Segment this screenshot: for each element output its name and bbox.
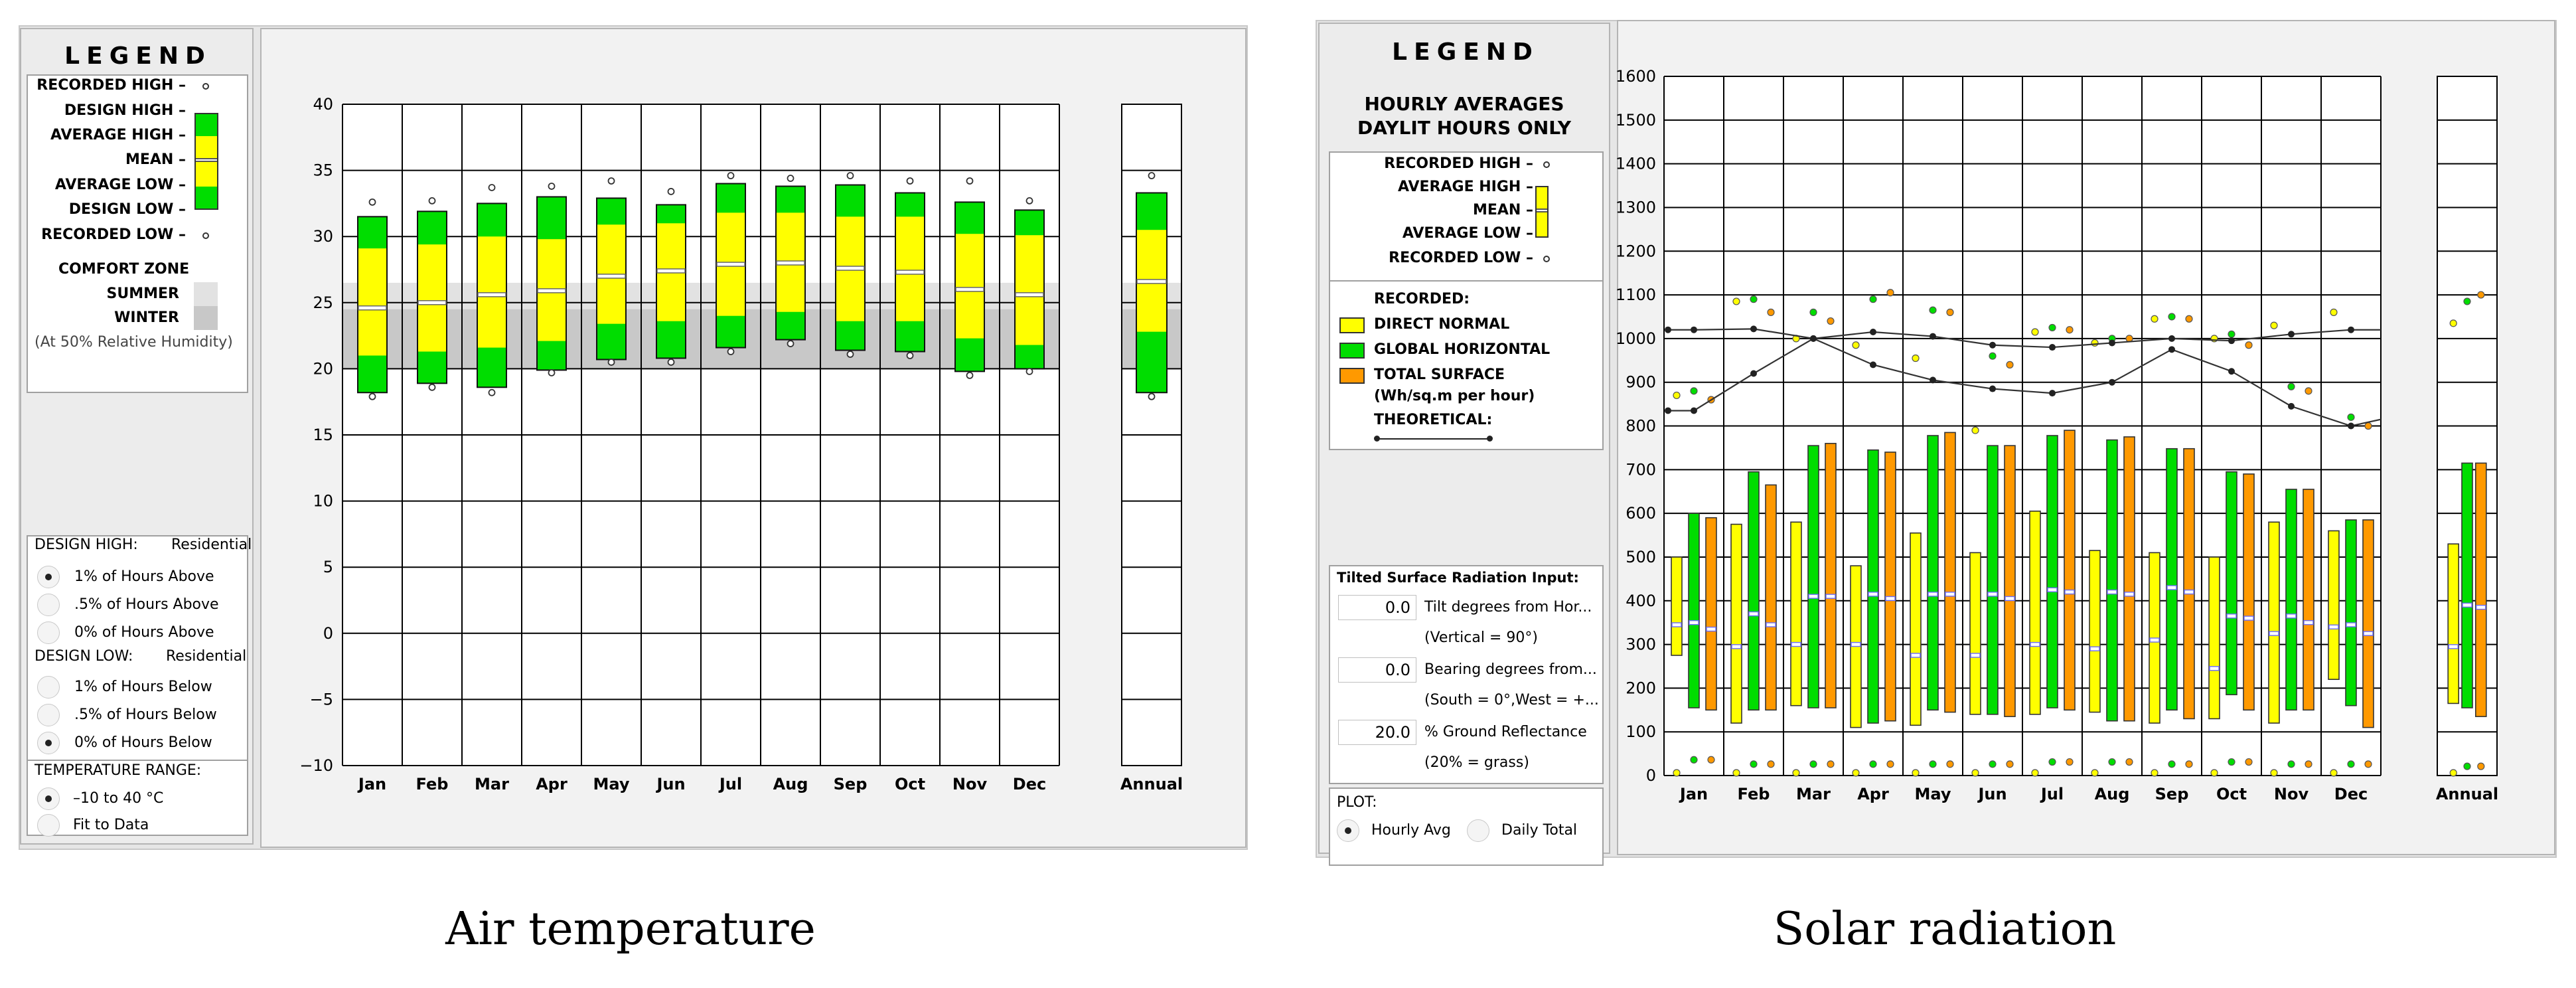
solar-recorded-low-point [2186,761,2192,768]
design-high-option-label: 0% of Hours Above [74,624,214,641]
solar-mean-marker [1945,592,1955,596]
solar-recorded-low-point [2305,761,2312,768]
solar-mean-marker [1851,643,1860,647]
solar-recorded-low-point [2109,759,2115,766]
temperature-range-option-label: Fit to Data [73,817,149,833]
design-low-option-label: .5% of Hours Below [74,706,217,723]
solar-x-tick-label: Dec [2334,785,2368,803]
solar-y-tick-label: 200 [1626,679,1656,698]
tilt-title: Tilted Surface Radiation Input: [1337,570,1579,586]
temperature-x-tick-label: Apr [536,775,568,793]
solar-y-tick-label: 600 [1626,504,1656,523]
reflect-note: (20% = grass) [1424,754,1529,771]
solar-subtitle-1: HOURLY AVERAGES [1364,93,1564,115]
solar-range-bar [2124,437,2135,721]
design-low-option-label: 0% of Hours Below [74,734,212,751]
solar-range-bar [2030,511,2040,714]
solar-mean-marker [2090,647,2099,651]
solar-recorded-high-point [2049,324,2056,331]
solar-range-bar [2328,531,2339,679]
temperature-x-tick-label: Feb [416,775,449,793]
solar-recorded-high-point [2245,342,2252,349]
solar-x-tick-label: Oct [2216,785,2247,803]
solar-x-tick-label: Feb [1737,785,1770,803]
solar-recorded-high-point [1691,388,1697,394]
caption-solar-radiation: Solar radiation [1773,903,2117,955]
solar-mean-marker [1911,653,1920,657]
solar-recorded-low-point [2007,761,2013,768]
solar-mean-marker [2210,667,2219,671]
solar-recorded-high-point [1673,392,1680,398]
theoretical-point [1750,325,1757,332]
temperature-x-tick-label: Jun [656,775,686,793]
solar-recorded-low-point [1810,761,1817,768]
solar-mean-marker [2150,638,2159,642]
solar-recorded-high-point [2365,423,2372,430]
plot-option-label: Daily Total [1501,822,1578,839]
theoretical-label: THEORETICAL: [1374,412,1493,428]
solar-mean-marker [1826,594,1835,598]
reflect-value-input[interactable]: 20.0 [1338,720,1416,745]
solar-recorded-high-point [2348,414,2354,420]
solar-recorded-high-point [2032,329,2038,335]
solar-recorded-high-point [2478,291,2484,298]
solar-mean-marker [2167,586,2176,590]
design-low-option-label: 1% of Hours Below [74,679,212,695]
solar-recorded-high-point [2066,327,2073,333]
solar-range-bar [1748,472,1759,710]
solar-legend-title: LEGEND [1392,39,1539,66]
temperature-x-tick-label: Dec [1012,775,1047,793]
reflect-label: % Ground Reflectance [1424,724,1587,740]
solar-recorded-low-point [1793,770,1799,776]
summer-label: SUMMER [106,286,179,302]
series-label: DIRECT NORMAL [1374,316,1510,333]
solar-recorded-high-point [2151,315,2158,322]
temperature-legend-title: LEGEND [64,42,212,70]
temperature-x-tick-label: Sep [833,775,868,793]
solar-recorded-low-point [2478,763,2484,770]
theoretical-point [1870,361,1876,368]
temperature-y-tick-label: 10 [313,491,333,511]
solar-mean-marker [2304,621,2313,625]
solar-mean-marker [1732,645,1741,649]
solar-y-tick-label: 100 [1626,722,1656,742]
solar-y-tick-label: 1500 [1615,110,1656,129]
solar-recorded-high-point [1733,298,1740,305]
tilt-note: (Vertical = 90°) [1424,629,1538,646]
tilt-value-input[interactable]: 0.0 [1338,595,1416,620]
temperature-legend-item: AVERAGE LOW – [54,177,186,193]
solar-mean-marker [1672,623,1681,627]
solar-range-bar [2107,440,2117,721]
solar-mean-marker [1689,621,1699,625]
solar-x-tick-label: Jul [2040,785,2064,803]
solar-x-tick-label: Apr [1857,785,1889,803]
solar-mean-marker [1988,592,1997,596]
theoretical-point [1989,386,1996,392]
solar-recorded-high-point [2450,320,2457,327]
solar-recorded-low-point [1673,770,1680,776]
solar-recorded-high-point [2271,322,2277,329]
solar-range-bar [1970,552,1981,714]
solar-recorded-low-point [2228,759,2235,766]
solar-annual-label: Annual [2435,785,2499,803]
temperature-y-tick-label: 35 [313,161,333,180]
solar-recorded-high-point [2007,361,2013,368]
solar-range-bar [2005,446,2015,716]
temperature-range-label: TEMPERATURE RANGE: [35,762,202,779]
solar-recorded-high-point [1887,289,1894,296]
solar-range-bar [2269,522,2279,723]
theoretical-point [2049,390,2056,396]
solar-range-bar [2462,463,2472,708]
solar-recorded-high-point [1870,296,1876,303]
theoretical-point [1665,407,1671,414]
solar-mean-marker [1868,592,1878,596]
solar-recorded-high-point [1853,342,1859,349]
solar-recorded-low-point [1691,756,1697,763]
units-label: (Wh/sq.m per hour) [1374,388,1535,404]
series-label: TOTAL SURFACE [1374,367,1505,383]
solar-recorded-low-point [2211,770,2218,776]
solar-x-tick-label: Mar [1796,785,1831,803]
solar-legend-item: RECORDED LOW – [1389,250,1533,266]
temperature-y-tick-label: 25 [313,293,333,312]
solar-range-bar [1885,452,1896,721]
solar-recorded-low-point [1853,770,1859,776]
solar-mean-marker [2030,643,2040,647]
solar-recorded-low-point [1768,761,1774,768]
design-high-label: DESIGN HIGH: [35,536,138,553]
temperature-legend-item: AVERAGE HIGH – [50,127,186,143]
theoretical-point [2109,339,2115,346]
solar-recorded-low-point [1733,770,1740,776]
solar-recorded-high-point [2464,298,2470,305]
solar-recorded-low-point [1947,761,1953,768]
temperature-y-tick-label: 5 [323,558,333,577]
temperature-y-tick-label: 30 [313,227,333,246]
solar-recorded-low-point [2271,770,2277,776]
solar-recorded-low-point [2066,759,2073,766]
solar-legend-item: RECORDED HIGH – [1384,155,1533,172]
solar-recorded-high-point [1947,309,1953,315]
solar-y-tick-label: 1400 [1615,154,1656,173]
solar-recorded-low-point [2168,761,2175,768]
solar-recorded-low-point [2348,761,2354,768]
design-high-option-label: 1% of Hours Above [74,568,214,585]
temperature-legend-item: RECORDED HIGH – [37,77,186,94]
solar-mean-marker [2476,606,2486,610]
solar-range-bar [1731,525,1742,723]
solar-recorded-low-point [1912,770,1919,776]
theoretical-point [1989,342,1996,349]
solar-y-tick-label: 0 [1645,766,1656,785]
theoretical-point [1930,376,1936,383]
solar-x-tick-label: May [1914,785,1951,803]
solar-recorded-high-point [1930,307,1936,313]
plot-option-label: Hourly Avg [1371,822,1451,839]
solar-mean-marker [1809,594,1818,598]
solar-mean-marker [2462,603,2472,607]
solar-range-bar [2363,520,2374,728]
temperature-x-tick-label: Jul [719,775,743,793]
temperature-x-tick-label: Oct [894,775,926,793]
theoretical-point [2168,346,2175,353]
solar-legend-item: AVERAGE LOW – [1402,225,1533,242]
temperature-x-tick-label: Annual [1120,775,1183,793]
solar-recorded-low-point [1989,761,1996,768]
solar-legend-item: MEAN – [1472,202,1533,218]
theoretical-point [1870,329,1876,335]
solar-recorded-low-point [1750,761,1757,768]
solar-recorded-low-point [2450,770,2457,776]
solar-range-bar [1808,446,1819,708]
solar-mean-marker [2065,590,2074,594]
theoretical-point [2168,335,2175,342]
temperature-x-tick-label: Jan [358,775,387,793]
solar-y-tick-label: 1100 [1615,286,1656,305]
solar-y-tick-label: 500 [1626,547,1656,566]
solar-y-tick-label: 1300 [1615,198,1656,217]
solar-recorded-high-point [2228,331,2235,337]
solar-recorded-low-point [2151,770,2158,776]
theoretical-point [2288,331,2295,337]
theoretical-point [1750,370,1757,377]
solar-mean-marker [2125,592,2134,596]
temperature-y-tick-label: −5 [309,690,333,709]
temperature-y-tick-label: −10 [299,756,333,775]
theoretical-point [1665,327,1671,333]
solar-recorded-high-point [1750,296,1757,303]
solar-mean-marker [2184,590,2194,594]
solar-x-tick-label: Aug [2094,785,2130,803]
design-low-value: Residential [166,648,247,665]
solar-range-bar [1910,533,1921,726]
solar-y-tick-label: 700 [1626,460,1656,479]
theoretical-point [1691,327,1697,333]
solar-recorded-high-point [1810,309,1817,315]
solar-range-bar [2209,557,2220,719]
recorded-label: RECORDED: [1374,291,1470,307]
solar-recorded-high-point [2091,339,2098,346]
solar-mean-marker [1706,627,1716,631]
solar-mean-marker [1791,643,1801,647]
temperature-range-option-label: –10 to 40 °C [73,790,164,807]
solar-recorded-low-point [2365,761,2372,768]
solar-recorded-low-point [2464,763,2470,770]
humidity-note: (At 50% Relative Humidity) [35,334,233,351]
bearing-value-input[interactable]: 0.0 [1338,657,1416,683]
solar-recorded-high-point [1827,318,1834,325]
temperature-legend-item: DESIGN LOW – [68,201,186,218]
solar-mean-marker [1971,653,1980,657]
solar-recorded-low-point [2288,761,2295,768]
solar-mean-marker [2244,616,2253,620]
solar-range-bar [1825,444,1836,708]
solar-mean-marker [2346,623,2356,627]
solar-recorded-high-point [2305,388,2312,394]
solar-recorded-high-point [2186,315,2192,322]
solar-recorded-high-point [2168,313,2175,320]
theoretical-point [2228,368,2235,374]
temperature-y-tick-label: 20 [313,359,333,378]
solar-x-tick-label: Jun [1978,785,2007,803]
comfort-zone-label: COMFORT ZONE [58,261,190,278]
solar-y-tick-label: 1200 [1615,242,1656,261]
solar-mean-marker [2364,631,2373,635]
solar-mean-marker [1928,592,1937,596]
solar-recorded-high-point [1989,353,1996,359]
solar-recorded-high-point [1972,427,1979,434]
solar-range-bar [1671,557,1682,655]
solar-legend-item: AVERAGE HIGH – [1397,179,1533,195]
solar-recorded-low-point [2126,759,2133,766]
temperature-x-tick-label: Aug [773,775,808,793]
theoretical-point [2348,423,2354,430]
solar-range-bar [2243,474,2254,710]
solar-range-bar [2476,463,2486,716]
solar-range-bar [2047,436,2058,708]
solar-range-bar [2346,520,2356,706]
solar-range-bar [1928,436,1938,710]
solar-recorded-high-point [1768,309,1774,315]
bearing-note: (South = 0°,West = +... [1424,692,1599,708]
solar-mean-marker [2107,590,2117,594]
solar-mean-marker [1749,612,1758,616]
solar-mean-marker [1886,596,1895,600]
tilt-label: Tilt degrees from Hor... [1424,599,1592,616]
solar-recorded-low-point [2330,770,2337,776]
theoretical-point [1810,335,1817,342]
theoretical-point [2109,379,2115,386]
theoretical-point [1691,407,1697,414]
temperature-y-tick-label: 0 [323,623,333,643]
bearing-label: Bearing degrees from... [1424,661,1597,678]
solar-mean-marker [2329,625,2338,629]
theoretical-point [2228,337,2235,344]
solar-recorded-low-point [2049,759,2056,766]
solar-range-bar [2064,430,2075,710]
solar-y-tick-label: 1600 [1615,67,1656,86]
solar-recorded-low-point [2245,759,2252,766]
solar-range-bar [2303,489,2314,710]
solar-range-bar [2166,449,2177,710]
solar-mean-marker [1766,623,1776,627]
solar-range-bar [2448,544,2459,703]
solar-recorded-low-point [1972,770,1979,776]
winter-label: WINTER [114,309,179,326]
design-high-value: Residential [171,536,252,553]
solar-mean-marker [2449,645,2458,649]
solar-range-bar [1868,450,1878,723]
solar-recorded-low-point [2032,770,2038,776]
solar-range-bar [1706,518,1716,710]
solar-recorded-high-point [2330,309,2337,315]
solar-mean-marker [2287,614,2296,618]
plot-label: PLOT: [1337,794,1377,811]
solar-mean-marker [2048,588,2057,592]
solar-mean-marker [2227,614,2236,618]
solar-y-tick-label: 900 [1626,372,1656,392]
temperature-legend-item: MEAN – [125,151,186,168]
solar-range-bar [1766,485,1776,710]
solar-recorded-low-point [1708,756,1714,763]
solar-recorded-low-point [1827,761,1834,768]
temperature-x-tick-label: May [593,775,630,793]
solar-y-tick-label: 300 [1626,635,1656,654]
theoretical-point [2288,403,2295,410]
temperature-y-tick-label: 15 [313,426,333,444]
solar-recorded-high-point [1912,355,1919,361]
series-label: GLOBAL HORIZONTAL [1374,341,1551,358]
solar-range-bar [1791,522,1801,705]
caption-air-temperature: Air temperature [445,903,816,955]
design-low-label: DESIGN LOW: [35,648,133,665]
temperature-y-tick-label: 40 [313,95,333,114]
solar-range-bar [2226,472,2237,695]
temperature-legend-item: RECORDED LOW – [41,226,186,243]
solar-range-bar [2089,550,2100,712]
solar-y-tick-label: 1000 [1615,329,1656,348]
solar-subtitle-2: DAYLIT HOURS ONLY [1357,117,1572,139]
solar-recorded-low-point [1930,761,1936,768]
solar-x-tick-label: Jan [1679,785,1708,803]
solar-recorded-low-point [1870,761,1876,768]
theoretical-point [2049,344,2056,351]
theoretical-point [2348,327,2354,333]
solar-range-bar [2286,489,2297,710]
temperature-x-tick-label: Mar [475,775,509,793]
temperature-x-tick-label: Nov [952,775,988,793]
solar-recorded-low-point [2091,770,2098,776]
solar-range-bar [2184,449,2194,719]
solar-y-tick-label: 400 [1626,591,1656,610]
theoretical-point [1930,333,1936,340]
solar-recorded-low-point [1887,761,1894,768]
solar-x-tick-label: Sep [2155,785,2189,803]
solar-y-tick-label: 800 [1626,416,1656,436]
solar-recorded-high-point [2288,383,2295,390]
solar-range-bar [1945,432,1955,712]
temperature-legend-item: DESIGN HIGH – [64,102,186,119]
solar-mean-marker [2005,596,2014,600]
solar-x-tick-label: Nov [2273,785,2309,803]
solar-range-bar [1689,513,1699,708]
design-high-option-label: .5% of Hours Above [74,596,219,613]
solar-mean-marker [2269,631,2279,635]
solar-range-bar [1987,446,1998,714]
